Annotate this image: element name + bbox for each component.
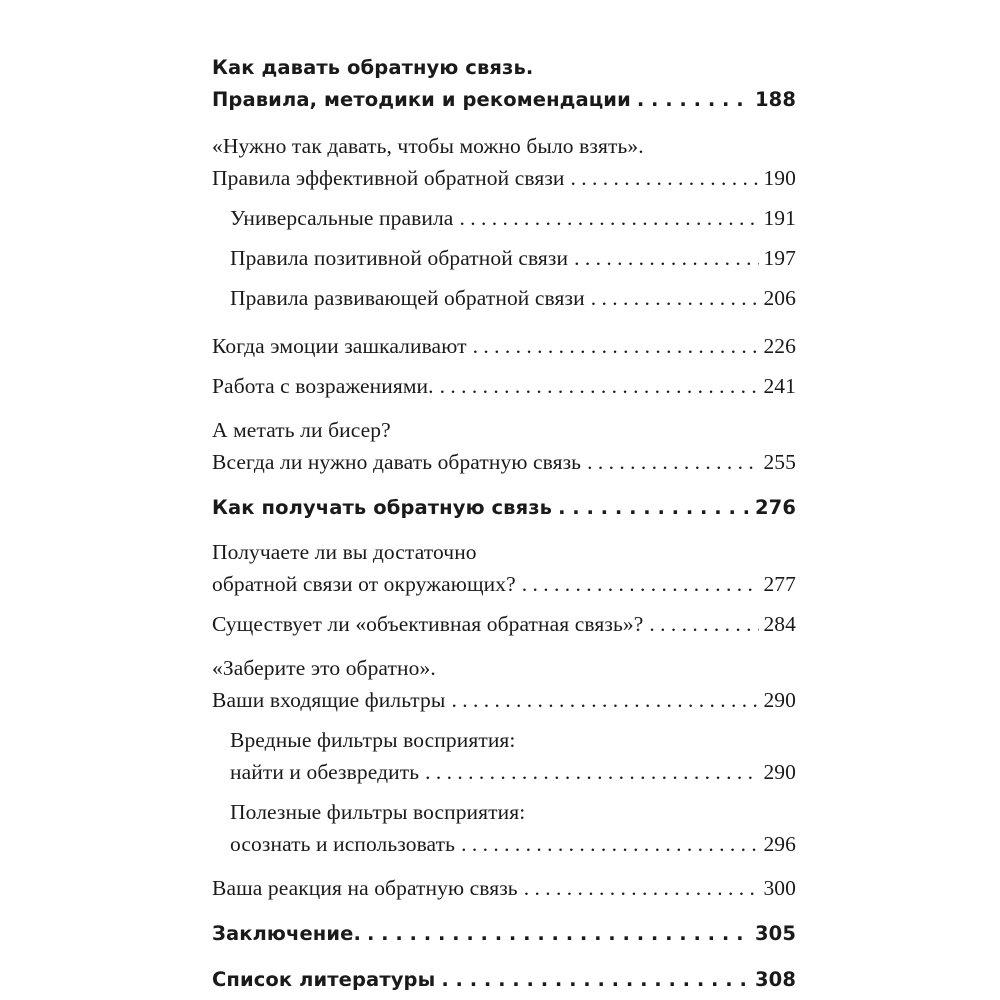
toc-page-number: 188 bbox=[754, 88, 796, 111]
toc-page-number: 255 bbox=[763, 450, 796, 474]
toc-entry-pretitle: А метать ли бисер? bbox=[212, 418, 391, 442]
dot-leader bbox=[522, 568, 760, 600]
toc-entry-pretitle: Получаете ли вы достаточно bbox=[212, 540, 477, 564]
dot-leader bbox=[587, 446, 759, 478]
dot-leader bbox=[441, 964, 751, 996]
toc-page-number: 290 bbox=[763, 688, 796, 712]
toc-entry-universal-rules[interactable] bbox=[212, 202, 796, 234]
toc-entry-title: осознать и использовать bbox=[230, 832, 456, 856]
toc-entry-objections[interactable] bbox=[212, 370, 796, 402]
toc-entry-title: Универсальные правила bbox=[230, 206, 454, 230]
dot-leader bbox=[571, 162, 760, 194]
toc-entry-incoming-filters[interactable] bbox=[212, 652, 796, 716]
toc-page-number: 190 bbox=[763, 166, 796, 190]
toc-entry-title: обратной связи от окружающих? bbox=[212, 572, 516, 596]
toc-entry-title: Правила позитивной обратной связи bbox=[230, 246, 569, 270]
toc-entry-your-reaction[interactable] bbox=[212, 872, 796, 904]
dot-leader bbox=[473, 330, 760, 362]
toc-entry-title: Ваши входящие фильтры bbox=[212, 688, 446, 712]
dot-leader bbox=[524, 872, 760, 904]
toc-entry-title: Правила эффективной обратной связи bbox=[212, 166, 565, 190]
dot-leader bbox=[367, 918, 751, 950]
dot-leader bbox=[591, 282, 760, 314]
toc-entry-pretitle: «Нужно так давать, чтобы можно было взять». bbox=[212, 134, 644, 158]
dot-leader bbox=[459, 202, 759, 234]
dot-leader bbox=[461, 828, 759, 860]
toc-page-number: 305 bbox=[754, 922, 796, 945]
dot-leader bbox=[649, 608, 759, 640]
toc-entry-title: Правила развивающей обратной связи bbox=[230, 286, 585, 310]
toc-entry-title: Заключение. bbox=[212, 922, 361, 945]
toc-entry-pearls[interactable] bbox=[212, 414, 796, 478]
toc-entry-bibliography[interactable] bbox=[212, 964, 796, 996]
toc-entry-title: Работа с возражениями. bbox=[212, 374, 434, 398]
toc-entry-title: Существует ли «объективная обратная связь»? bbox=[212, 612, 644, 636]
toc-entry-title: Когда эмоции зашкаливают bbox=[212, 334, 467, 358]
toc-entry-pretitle: Как давать обратную связь. bbox=[212, 56, 534, 79]
toc-page-number: 191 bbox=[763, 206, 796, 230]
toc-page-number: 284 bbox=[763, 612, 796, 636]
toc-entry-harmful-filters[interactable] bbox=[212, 724, 796, 788]
dot-leader bbox=[558, 492, 751, 524]
toc-entry-title: Список литературы bbox=[212, 968, 436, 991]
toc-entry-feedback-receiving[interactable] bbox=[212, 492, 796, 524]
toc-entry-title: Всегда ли нужно давать обратную связь bbox=[212, 450, 582, 474]
toc-entry-useful-filters[interactable] bbox=[212, 796, 796, 860]
dot-leader bbox=[637, 84, 751, 116]
toc-entry-positive-rules[interactable] bbox=[212, 242, 796, 274]
toc-page-number: 206 bbox=[763, 286, 796, 310]
dot-leader bbox=[425, 756, 759, 788]
toc-entry-title: Ваша реакция на обратную связь bbox=[212, 876, 518, 900]
toc-entry-emotions[interactable] bbox=[212, 330, 796, 362]
dot-leader bbox=[451, 684, 759, 716]
toc-entry-conclusion[interactable] bbox=[212, 918, 796, 950]
toc-entry-title: Как получать обратную связь bbox=[212, 496, 553, 519]
toc-page-number: 276 bbox=[754, 496, 796, 519]
toc-page-number: 300 bbox=[763, 876, 796, 900]
table-of-contents bbox=[212, 52, 796, 996]
toc-entry-pretitle: «Заберите это обратно». bbox=[212, 656, 436, 680]
toc-entry-title: найти и обезвредить bbox=[230, 760, 420, 784]
toc-page-number: 290 bbox=[763, 760, 796, 784]
toc-entry-pretitle: Полезные фильтры восприятия: bbox=[230, 800, 526, 824]
dot-leader bbox=[574, 242, 759, 274]
toc-entry-developing-rules[interactable] bbox=[212, 282, 796, 314]
toc-entry-objective-feedback[interactable] bbox=[212, 608, 796, 640]
dot-leader bbox=[440, 370, 760, 402]
toc-page-number: 241 bbox=[763, 374, 796, 398]
toc-entry-effective-rules[interactable] bbox=[212, 130, 796, 194]
toc-page-number: 277 bbox=[763, 572, 796, 596]
toc-entry-pretitle: Вредные фильтры восприятия: bbox=[230, 728, 516, 752]
toc-page-number: 296 bbox=[763, 832, 796, 856]
toc-page-number: 308 bbox=[754, 968, 796, 991]
toc-entry-enough-feedback[interactable] bbox=[212, 536, 796, 600]
toc-entry-feedback-giving[interactable] bbox=[212, 52, 796, 116]
toc-page-number: 197 bbox=[763, 246, 796, 270]
toc-entry-title: Правила, методики и рекомендации bbox=[212, 88, 631, 111]
toc-page-number: 226 bbox=[763, 334, 796, 358]
